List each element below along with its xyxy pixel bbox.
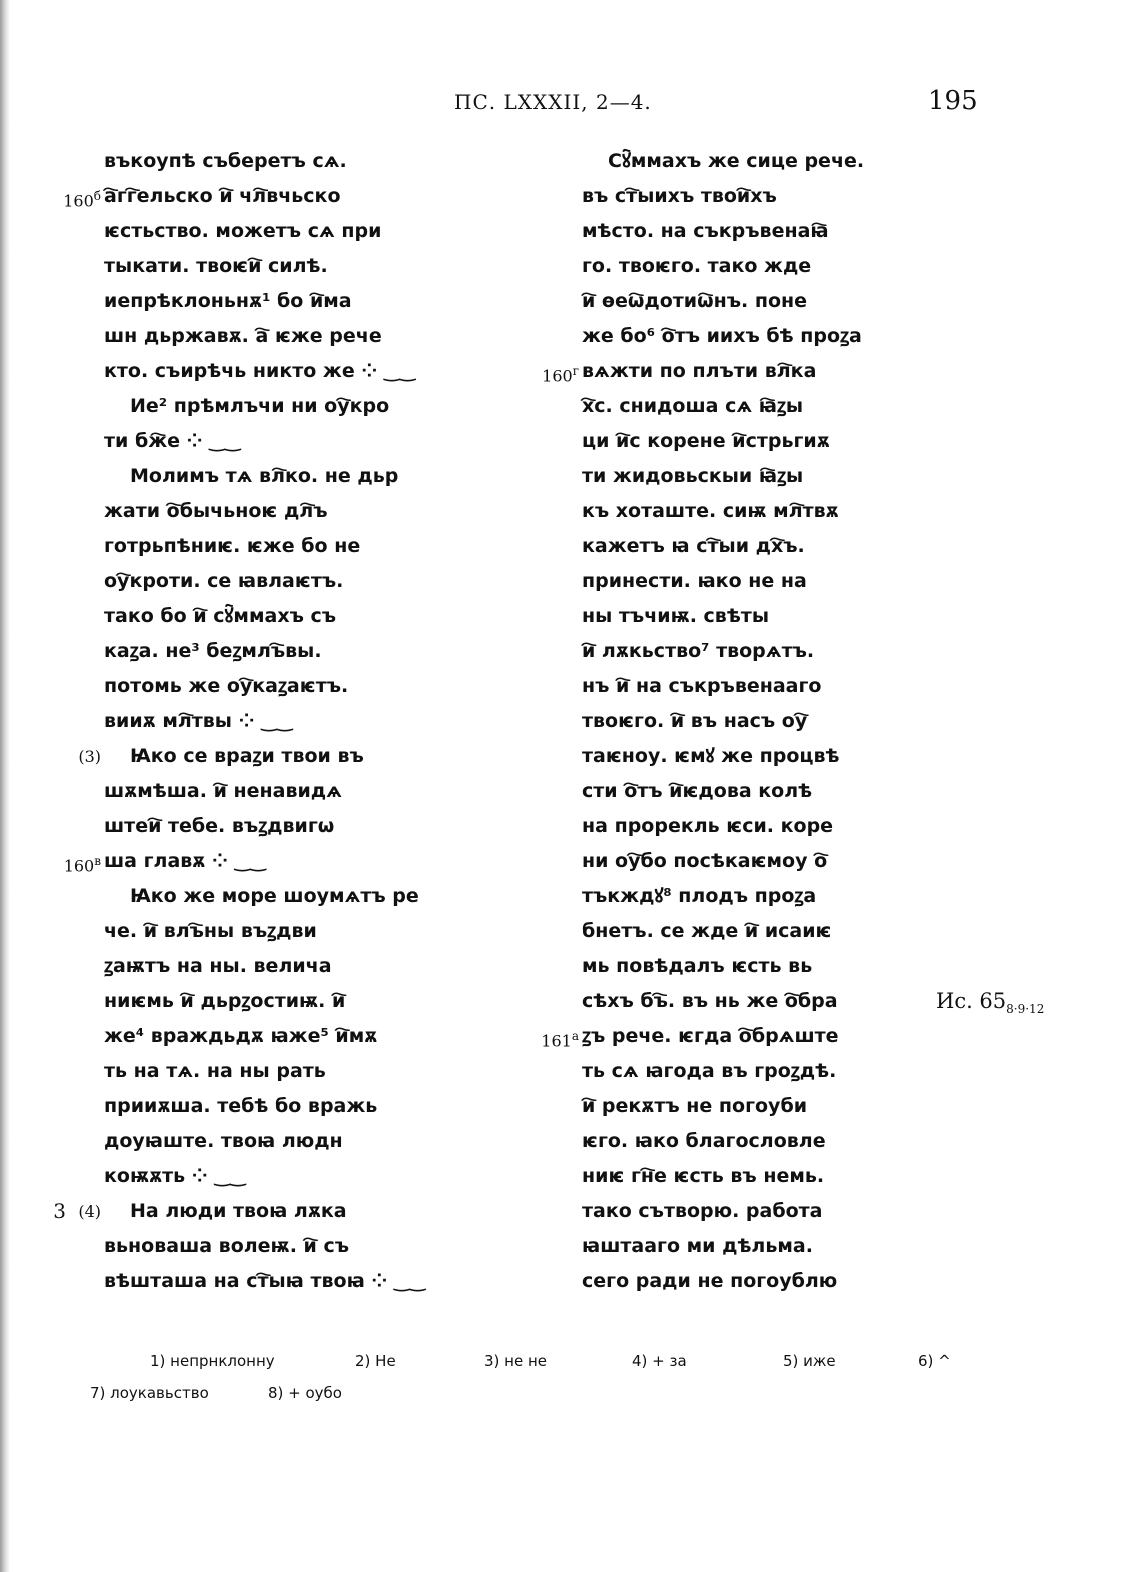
line-text: че. и҇ влъ҇ны въꙁдви [104, 920, 317, 942]
right-column-line [582, 1089, 902, 1124]
footnote: 6) ^ [918, 1352, 951, 1370]
left-column-line [104, 564, 504, 599]
left-column-line [104, 949, 504, 984]
line-text: ꙁъ рече. ѥгда о҇брѧште [582, 1025, 839, 1047]
line-text: Сꙋ҇ммахъ же сице рече. [608, 150, 865, 172]
right-column-line [542, 354, 902, 389]
left-text-column [53, 144, 504, 1299]
right-column-line [582, 1159, 902, 1194]
right-column-line [582, 1194, 902, 1229]
right-column-line [582, 704, 902, 739]
line-text: ꙁаѭтъ на ны. велича [104, 955, 332, 977]
margin-folio-mark: $161^а$ [541, 1029, 579, 1051]
line-text: доуꙗште. твоꙗ людн [104, 1130, 343, 1152]
footnotes-row-2 [0, 1384, 1140, 1408]
line-text: потомь же оу҇каꙁаѥтъ. [104, 675, 349, 697]
right-column-line [582, 214, 902, 249]
footnote: 1) непрнклонну [150, 1352, 275, 1370]
left-column-line [104, 1089, 504, 1124]
line-text: ниѥ гн҇е ѥсть въ немь. [582, 1165, 825, 1187]
margin-folio-mark: $160^б$ [63, 189, 101, 211]
left-column-line [104, 144, 504, 179]
footnote: 4) + за [632, 1352, 687, 1370]
right-column-line [582, 424, 902, 459]
line-text: тъкждꙋ⁸ плодъ проꙁа [582, 885, 817, 907]
left-column-line [104, 879, 504, 914]
footnote: 5) иже [783, 1352, 836, 1370]
right-column-line [582, 389, 902, 424]
right-column-line [582, 914, 902, 949]
line-text: ны тъчиѭ. свѣты [582, 605, 770, 627]
line-text: и҇ лѫкьство⁷ творѧтъ. [582, 640, 815, 662]
left-column-line [63, 844, 504, 879]
right-column-line [582, 179, 902, 214]
left-column-line [104, 914, 504, 949]
left-column-line [104, 529, 504, 564]
line-text: принести. ꙗко не на [582, 570, 807, 592]
footnote: 8) + оубо [268, 1384, 342, 1402]
left-column-line [53, 1194, 504, 1229]
right-column-line [582, 599, 902, 634]
line-text: ꙗштааго ми дѣльма. [582, 1235, 813, 1257]
line-text: го. твоѥго. тако жде [582, 255, 812, 277]
right-column-line [582, 669, 902, 704]
right-column-line [582, 249, 902, 284]
right-column-line [582, 459, 902, 494]
left-column-line [104, 319, 504, 354]
left-column-line [104, 1264, 504, 1299]
right-column-line [582, 809, 902, 844]
left-column-line [104, 1159, 504, 1194]
line-text: х҇с. снидоша сѧ ꙗ҇ꙁы [582, 395, 804, 417]
right-column-line [582, 844, 902, 879]
right-column-line [582, 634, 902, 669]
line-text: кто. съирѣчь никто же ⁘ ‿‿ [104, 360, 416, 382]
line-text: штеи҇ тебе. въꙁдвигѡ [104, 815, 335, 837]
right-column-line [582, 494, 902, 529]
line-text: и҇ ѳеѡ҇дотиѡ҇нъ. поне [582, 290, 808, 312]
line-text: ни оу҇бо посѣкаѥмоу о҇ [582, 850, 828, 872]
left-column-line [104, 1019, 504, 1054]
left-column-line [104, 424, 504, 459]
line-text: иепрѣклоньнѫ¹ бо и҇ма [104, 290, 352, 312]
right-column-line [582, 564, 902, 599]
left-column-line [104, 354, 504, 389]
left-column-line [104, 774, 504, 809]
line-text: ѥго. ꙗко благословле [582, 1130, 826, 1152]
line-text: бнетъ. се жде и҇ исаиѥ [582, 920, 832, 942]
line-text: же бо⁶ о҇тъ иихъ бѣ проꙁа [582, 325, 862, 347]
line-text: тако сътворю. работа [582, 1200, 823, 1222]
right-column-line [582, 739, 902, 774]
left-column-line [104, 389, 504, 424]
left-column-line [104, 634, 504, 669]
right-text-column [541, 144, 1045, 1299]
line-text: ти жидовьскыи ꙗ҇ꙁы [582, 465, 804, 487]
left-column-line [104, 214, 504, 249]
right-column-line [582, 1264, 902, 1299]
footnote: 7) лоукавьство [90, 1384, 209, 1402]
line-text: Ꙗко же море шоумѧтъ ре [130, 885, 419, 907]
left-column-line [104, 809, 504, 844]
line-text: же⁴ враждьдѫ ꙗже⁵ и҇мѫ [104, 1025, 378, 1047]
margin-folio-mark: (4) [78, 1202, 101, 1221]
right-column-line [582, 1054, 902, 1089]
page-binding-edge [0, 0, 10, 1572]
left-column-line [104, 704, 504, 739]
left-column-line [104, 984, 504, 1019]
line-text: готрьпѣниѥ. ѥже бо не [104, 535, 361, 557]
line-text: и҇ рекѫтъ не погоуби [582, 1095, 808, 1117]
line-text: тако бо и҇ сꙋ҇ммахъ съ [104, 605, 337, 627]
line-text: вьноваша волеѭ. и҇ съ [104, 1235, 349, 1257]
page-number: 195 [928, 86, 978, 116]
right-column-line [582, 1229, 902, 1264]
footnote: 2) Не [355, 1352, 396, 1370]
line-text: шѫмѣша. и҇ ненавидѧ [104, 780, 342, 802]
line-text: Ꙗко се враꙁи твои въ [130, 745, 364, 767]
line-text: а҇гг҇ельско и҇ чл҇вчьско [104, 185, 341, 207]
right-column-line [582, 529, 902, 564]
line-text: тыкати. твоѥи҇ силѣ. [104, 255, 328, 277]
line-text: кажетъ ꙗ ст҇ыи дх҇ъ. [582, 535, 805, 557]
line-text: Молимъ тѧ вл҇ко. не дьр [130, 465, 399, 487]
left-column-line [104, 669, 504, 704]
left-column-line [78, 739, 504, 774]
line-text: вѣшташа на ст҇ыꙗ твоꙗ ⁘ ‿‿ [104, 1270, 426, 1292]
line-text: твоѥго. и҇ въ насъ оу҇ [582, 710, 808, 732]
right-column-line [541, 1019, 902, 1054]
line-text: таѥноу. ѥмꙋ же процвѣ [582, 745, 840, 767]
line-text: оу҇кроти. се ꙗвлаѥтъ. [104, 570, 344, 592]
right-column-line [582, 319, 902, 354]
left-column-line [104, 249, 504, 284]
right-column-line [582, 144, 902, 179]
line-text: ци и҇с корене и҇стрьгиѫ [582, 430, 830, 452]
line-text: ть на тѧ. на ны рать [104, 1060, 326, 1082]
right-column-line [582, 984, 1045, 1019]
line-text: ниѥмь и҇ дьрꙁостиѭ. и҇ [104, 990, 346, 1012]
line-text: вииѫ мл҇твы ⁘ ‿‿ [104, 710, 293, 732]
right-column-line [582, 1124, 902, 1159]
line-text: прииѫша. тебѣ бо вражь [104, 1095, 378, 1117]
left-column-line [104, 494, 504, 529]
line-text: жати о҇бычьноѥ дл҇ъ [104, 500, 328, 522]
line-text: сего ради не погоублю [582, 1270, 838, 1292]
left-column-line [104, 1054, 504, 1089]
left-column-line [63, 179, 504, 214]
margin-reference-note: Ис. $65_{8\cdot 9\cdot 12}$ [936, 989, 1045, 1017]
line-text: мь повѣдалъ ѥсть вь [582, 955, 813, 977]
line-text: На люди твоꙗ лѫка [130, 1200, 347, 1222]
left-column-line [104, 599, 504, 634]
footnotes-row-1 [0, 1352, 1140, 1376]
line-text: Ие² прѣмлъчи ни оу҇кро [130, 395, 390, 417]
margin-folio-mark: (3) [78, 747, 101, 766]
left-column-line [104, 284, 504, 319]
margin-folio-mark: $160^в$ [63, 854, 101, 876]
line-text: ти бж҇е ⁘ ‿‿ [104, 430, 241, 452]
margin-folio-mark: $160^г$ [542, 364, 579, 386]
left-column-line [104, 1229, 504, 1264]
line-text: ть сѧ ꙗгода въ гроꙁдѣ. [582, 1060, 837, 1082]
line-text: вѧжти по плъти вл҇ка [582, 360, 817, 382]
line-text: сѣхъ бъ҇. въ нь же о҇бра [582, 990, 838, 1012]
line-text: на прорекль ѥси. коре [582, 815, 834, 837]
line-text: нъ и҇ на съкръвенааго [582, 675, 822, 697]
line-text: къ хоташте. сиѭ мл҇твѫ [582, 500, 839, 522]
right-column-line [582, 879, 902, 914]
line-text: ша главѫ ⁘ ‿‿ [104, 850, 266, 872]
line-text: въ ст҇ыихъ твои҇хъ [582, 185, 777, 207]
left-column-line [104, 459, 504, 494]
line-text: мѣсто. на съкръвенаꙗ҇ [582, 220, 829, 242]
margin-verse-number: 3 [53, 1199, 66, 1223]
running-title: ПС. LXXXII, 2—4. [454, 90, 652, 114]
line-text: шн дьржавѫ. а҇ ѥже рече [104, 325, 382, 347]
right-column-line [582, 774, 902, 809]
footnote: 3) не не [484, 1352, 548, 1370]
left-column-line [104, 1124, 504, 1159]
line-text: сти о҇тъ и҇ѥдова колѣ [582, 780, 813, 802]
line-text: каꙁа. не³ беꙁмлъ҇вы. [104, 640, 322, 662]
line-text: ѥстьство. можетъ сѧ при [104, 220, 382, 242]
right-column-line [582, 949, 902, 984]
line-text: кoѭѫть ⁘ ‿‿ [104, 1165, 246, 1187]
right-column-line [582, 284, 902, 319]
line-text: въкоупѣ съберетъ сѧ. [104, 150, 347, 172]
